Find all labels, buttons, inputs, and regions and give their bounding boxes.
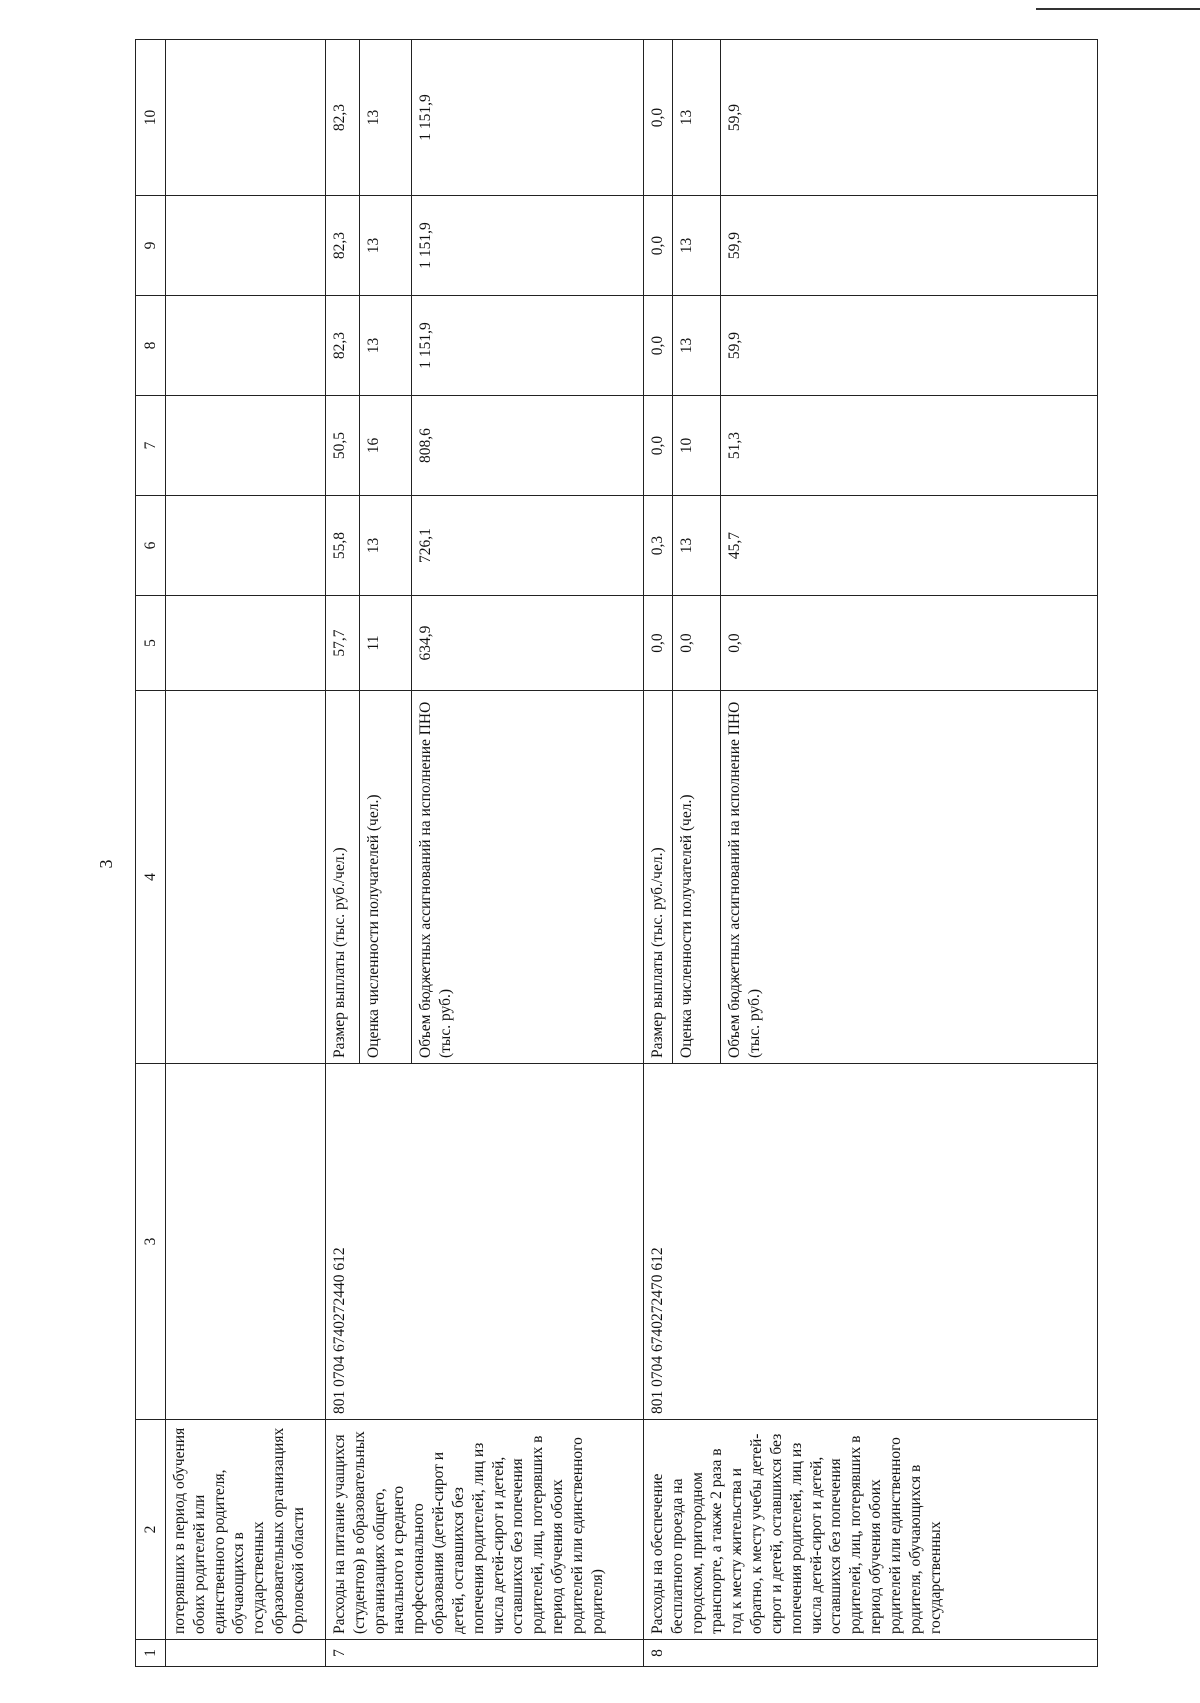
value-cell: 0,0 [720, 596, 1097, 691]
value-cell: 82,3 [326, 296, 360, 396]
value-cell: 0,0 [672, 596, 720, 691]
value-cell: 13 [672, 196, 720, 296]
row-number-cell: 8 [644, 1640, 1098, 1667]
budget-table [135, 39, 1098, 1667]
value-cell: 59,9 [720, 40, 1097, 196]
indicator-label: Размер выплаты (тыс. руб./чел.) [326, 691, 360, 1064]
indicator-label: Объем бюджетных ассигнований на исполнение ПНО (тыс. руб.) [412, 691, 644, 1064]
header-cell: 10 [136, 40, 166, 196]
value-cell: 59,9 [720, 296, 1097, 396]
value-cell: 16 [360, 396, 412, 496]
row-number-cell: 7 [326, 1640, 644, 1667]
value-cell: 13 [672, 40, 720, 196]
row-name-cell: Расходы на питание учащихся (студентов) в образовательных организациях общего, начального и среднего профессионального образования (детей-сирот и детей, оставшихся без попечения родителей, лиц из числа детей-сирот и детей, оставшихся без попечения родителей, лиц, потерявших в период обучения обоих родителей или единственного родителя) [326, 1420, 644, 1640]
indicator-label: Размер выплаты (тыс. руб./чел.) [644, 691, 673, 1064]
value-cell: 13 [360, 296, 412, 396]
value-cell: 82,3 [326, 196, 360, 296]
page-number: 3 [96, 859, 116, 869]
header-cell: 7 [136, 396, 166, 496]
top-rule [1036, 8, 1200, 10]
indicator-label: Объем бюджетных ассигнований на исполнение ПНО (тыс. руб.) [720, 691, 1097, 1064]
value-cell: 13 [360, 496, 412, 596]
value-cell: 59,9 [720, 196, 1097, 296]
header-cell: 5 [136, 596, 166, 691]
budget-code-cell: 801 0704 6740272440 612 [326, 1064, 644, 1420]
table-row-continued [166, 40, 326, 1667]
budget-code-cell: 801 0704 6740272470 612 [644, 1064, 1098, 1420]
value-cell: 1 151,9 [412, 196, 644, 296]
header-cell: 3 [136, 1064, 166, 1420]
value-cell: 55,8 [326, 496, 360, 596]
row-number-cell [166, 1640, 326, 1667]
value-cell: 808,6 [412, 396, 644, 496]
value-cell: 1 151,9 [412, 296, 644, 396]
value-cell: 82,3 [326, 40, 360, 196]
header-cell: 2 [136, 1420, 166, 1640]
value-cell: 0,3 [644, 496, 673, 596]
header-cell: 1 [136, 1640, 166, 1667]
value-cell: 0,0 [644, 40, 673, 196]
value-cell: 57,7 [326, 596, 360, 691]
value-cell: 726,1 [412, 496, 644, 596]
value-cell: 10 [672, 396, 720, 496]
value-cell: 0,0 [644, 296, 673, 396]
table-row [326, 40, 360, 1667]
value-cell: 13 [360, 40, 412, 196]
row-name-cell: Расходы на обеспечение бесплатного проезда на городском, пригородном транспорте, а также 2 раза в год к месту жительства и обратно, к месту учебы детей-сирот и детей, оставшихся без попечения родителей, лиц из числа детей-сирот и детей, оставшихся без попечения родителей, лиц, потерявших в период обучения обоих родителей или единственного родителя, обучающихся в государственных [644, 1420, 1098, 1640]
header-cell: 4 [136, 691, 166, 1064]
value-cell: 11 [360, 596, 412, 691]
value-cell: 13 [672, 296, 720, 396]
header-cell: 6 [136, 496, 166, 596]
rotated-table-wrapper [135, 40, 1092, 1667]
indicator-label: Оценка численности получателей (чел.) [360, 691, 412, 1064]
value-cell: 45,7 [720, 496, 1097, 596]
value-cell: 1 151,9 [412, 40, 644, 196]
value-cell: 51,3 [720, 396, 1097, 496]
value-cell: 634,9 [412, 596, 644, 691]
header-cell: 8 [136, 296, 166, 396]
value-cell: 0,0 [644, 596, 673, 691]
value-cell: 13 [360, 196, 412, 296]
value-cell: 50,5 [326, 396, 360, 496]
row-name-cell: потерявших в период обучения обоих родителей или единственного родителя, обучающихся в государственных образовательных организациях Орловской области [166, 1420, 326, 1640]
indicator-label: Оценка численности получателей (чел.) [672, 691, 720, 1064]
value-cell: 0,0 [644, 196, 673, 296]
header-cell: 9 [136, 196, 166, 296]
value-cell: 13 [672, 496, 720, 596]
header-row [136, 40, 166, 1667]
value-cell: 0,0 [644, 396, 673, 496]
table-row [644, 40, 673, 1667]
